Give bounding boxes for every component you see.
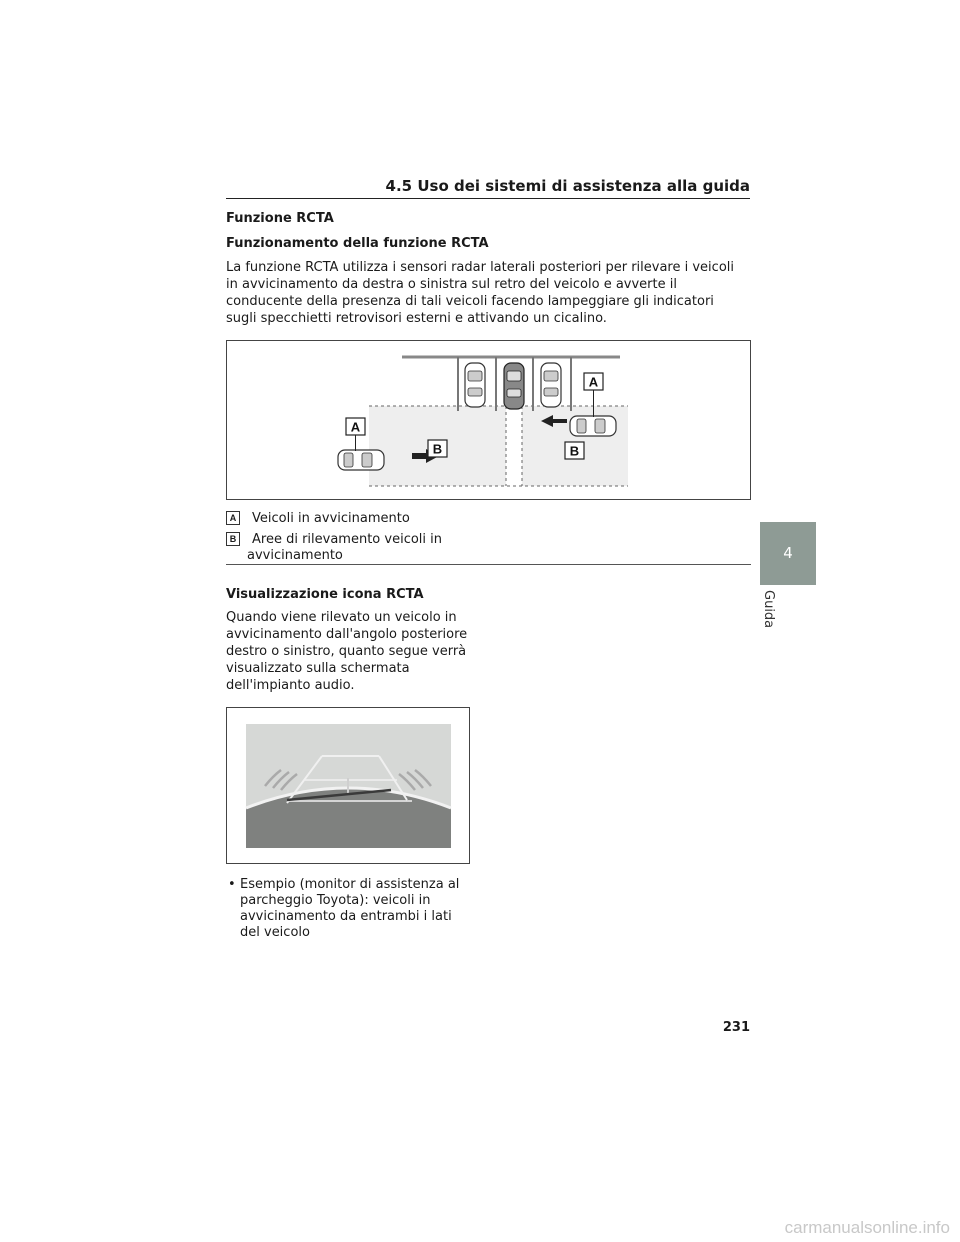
section-rule — [226, 564, 751, 565]
legend-badge-a: A — [226, 511, 240, 525]
legend-text-a: Veicoli in avvicinamento — [252, 511, 410, 526]
page-number: 231 — [722, 1020, 750, 1035]
label-a-left: A — [350, 419, 361, 435]
chapter-label — [756, 590, 786, 630]
figure2-caption: Esempio (monitor di assistenza al parcheggio Toyota): veicoli in avvicinamento da entrambi i lati del veicolo — [240, 877, 460, 940]
label-a-right: A — [588, 374, 599, 390]
rcta-title: Funzione RCTA — [226, 211, 334, 226]
approaching-vehicle-left — [338, 450, 384, 470]
chapter-tab: 4 — [760, 522, 816, 585]
operation-text: La funzione RCTA utilizza i sensori radar laterali posteriori per rilevare i veicoli in avvicinamento da destra o sinistra sul retro del veicolo e avverte il conducente della presenza di tali veicoli facendo lampeggiare gli indicatori sugli specchietti retrovisori esterni e attivando un cicalino. — [226, 260, 734, 326]
operation-title: Funzionamento della funzione RCTA — [226, 236, 489, 251]
approaching-vehicle-right — [570, 416, 616, 436]
rcta-diagram-svg — [227, 341, 750, 499]
icon-section-title: Visualizzazione icona RCTA — [226, 587, 424, 602]
label-b-right: B — [569, 443, 580, 459]
camera-display-svg — [227, 708, 469, 863]
section-header: 4.5 Uso dei sistemi di assistenza alla guida — [385, 177, 750, 195]
icon-section-text: Quando viene rilevato un veicolo in avvicinamento dall'angolo posteriore destro o sinistro, quanto segue verrà visualizzato sulla schermata dell'impianto audio. — [226, 610, 468, 693]
caption-bullet: • — [228, 877, 236, 892]
label-b-left: B — [432, 441, 443, 457]
parked-car-3 — [541, 363, 561, 407]
legend-text-b: Aree di rilevamento veicoli in — [252, 532, 442, 547]
rcta-diagram — [226, 340, 751, 500]
own-vehicle — [504, 363, 524, 409]
legend-item-b — [226, 532, 486, 564]
parked-car-1 — [465, 363, 485, 407]
camera-display-figure — [226, 707, 470, 864]
legend-item-a — [226, 511, 466, 527]
watermark: carmanualsonline.info — [784, 1218, 950, 1237]
chapter-label-text: Guida — [761, 590, 776, 629]
header-rule — [226, 198, 750, 199]
legend-badge-b: B — [226, 532, 240, 546]
legend-text-b-cont: avvicinamento — [247, 548, 343, 563]
